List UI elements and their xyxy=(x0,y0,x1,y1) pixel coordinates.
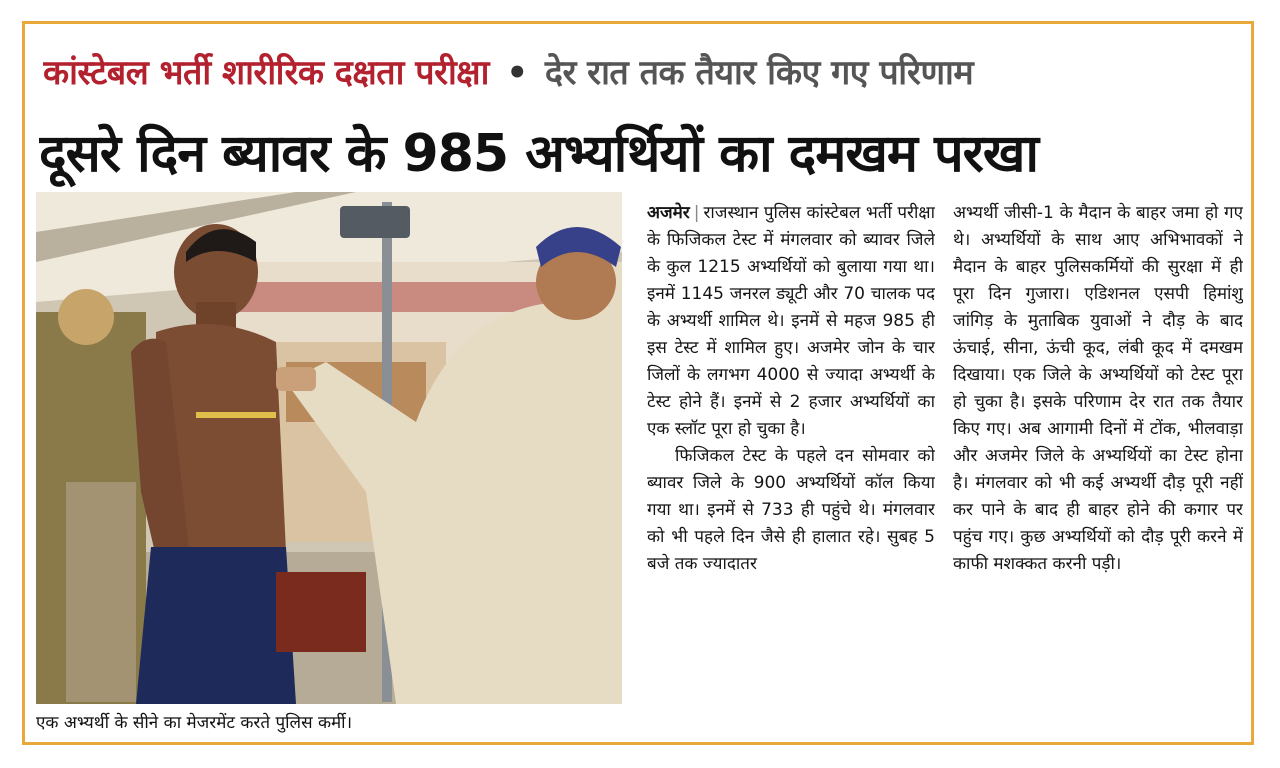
kicker-topic: कांस्टेबल भर्ती शारीरिक दक्षता परीक्षा xyxy=(43,53,489,93)
kicker-line xyxy=(43,46,1243,100)
dateline-separator: | xyxy=(693,203,700,223)
news-photo xyxy=(36,192,622,704)
kicker-subtopic: देर रात तक तैयार किए गए परिणाम xyxy=(544,53,974,93)
news-clipping-frame xyxy=(22,21,1254,745)
paragraph-3: अभ्यर्थी जीसी-1 के मैदान के बाहर जमा हो गए थे। अभ्यर्थियों के साथ आए अभिभावकों ने मैदान के बाहर पुलिसकर्मियों की सुरक्षा में ही पूरा दिन गुजारा। एडिशनल एसपी हिमांशु जांगिड़ के मुताबिक युवाओं ने दौड़ के बाद ऊंचाई, सीना, ऊंची कूद, लंबी कूद में दमखम दिखाया। एक जिले के अभ्यर्थियों को टेस्ट पूरा हो चुका है। इसके परिणाम देर रात तक तैयार किए गए। अब आगामी दिनों में टोंक, भीलवाड़ा और अजमेर जिले के अभ्यर्थियों का टेस्ट होना है। मंगलवार को भी कई अभ्यर्थी दौड़ पूरी नहीं कर पाने के बाद ही बाहर होने की कगार पर पहुंच गए। कुछ अभ्यर्थियों को दौड़ पूरी करने में काफी मशक्कत करनी पड़ी। xyxy=(953,203,1243,574)
article-column-2 xyxy=(953,200,1243,740)
paragraph-1-text: राजस्थान पुलिस कांस्टेबल भर्ती परीक्षा के फिजिकल टेस्ट में मंगलवार को ब्यावर जिले के कुल 1215 अभ्यर्थियों को बुलाया गया था। इनमें 1145 जनरल ड्यूटी और 70 चालक पद के अभ्यर्थी शामिल थे। इनमें से महज 985 ही इस टेस्ट में शामिल हुए। अजमेर जोन के चार जिलों के लगभग 4000 से ज्यादा अभ्यर्थी के टेस्ट होने हैं। इनमें से 2 हजार अभ्यर्थियों का एक स्लॉट पूरा हो चुका है। xyxy=(647,203,935,439)
paragraph-2: फिजिकल टेस्ट के पहले दन सोमवार को ब्यावर जिले के 900 अभ्यर्थियों कॉल किया गया था। इनमें से 733 ही पहुंचे थे। मंगलवार को भी पहले दिन जैसे ही हालात रहे। सुबह 5 बजे तक ज्यादातर xyxy=(647,446,935,574)
kicker-bullet: • xyxy=(506,53,528,93)
article-column-1 xyxy=(647,200,935,740)
paragraph-1 xyxy=(647,200,935,443)
photo-caption: एक अभ्यर्थी के सीने का मेजरमेंट करते पुलिस कर्मी। xyxy=(36,713,353,733)
headline: दूसरे दिन ब्यावर के 985 अभ्यर्थियों का दमखम परखा xyxy=(39,124,1038,184)
dateline: अजमेर xyxy=(647,203,690,223)
photo-illustration xyxy=(36,192,622,704)
